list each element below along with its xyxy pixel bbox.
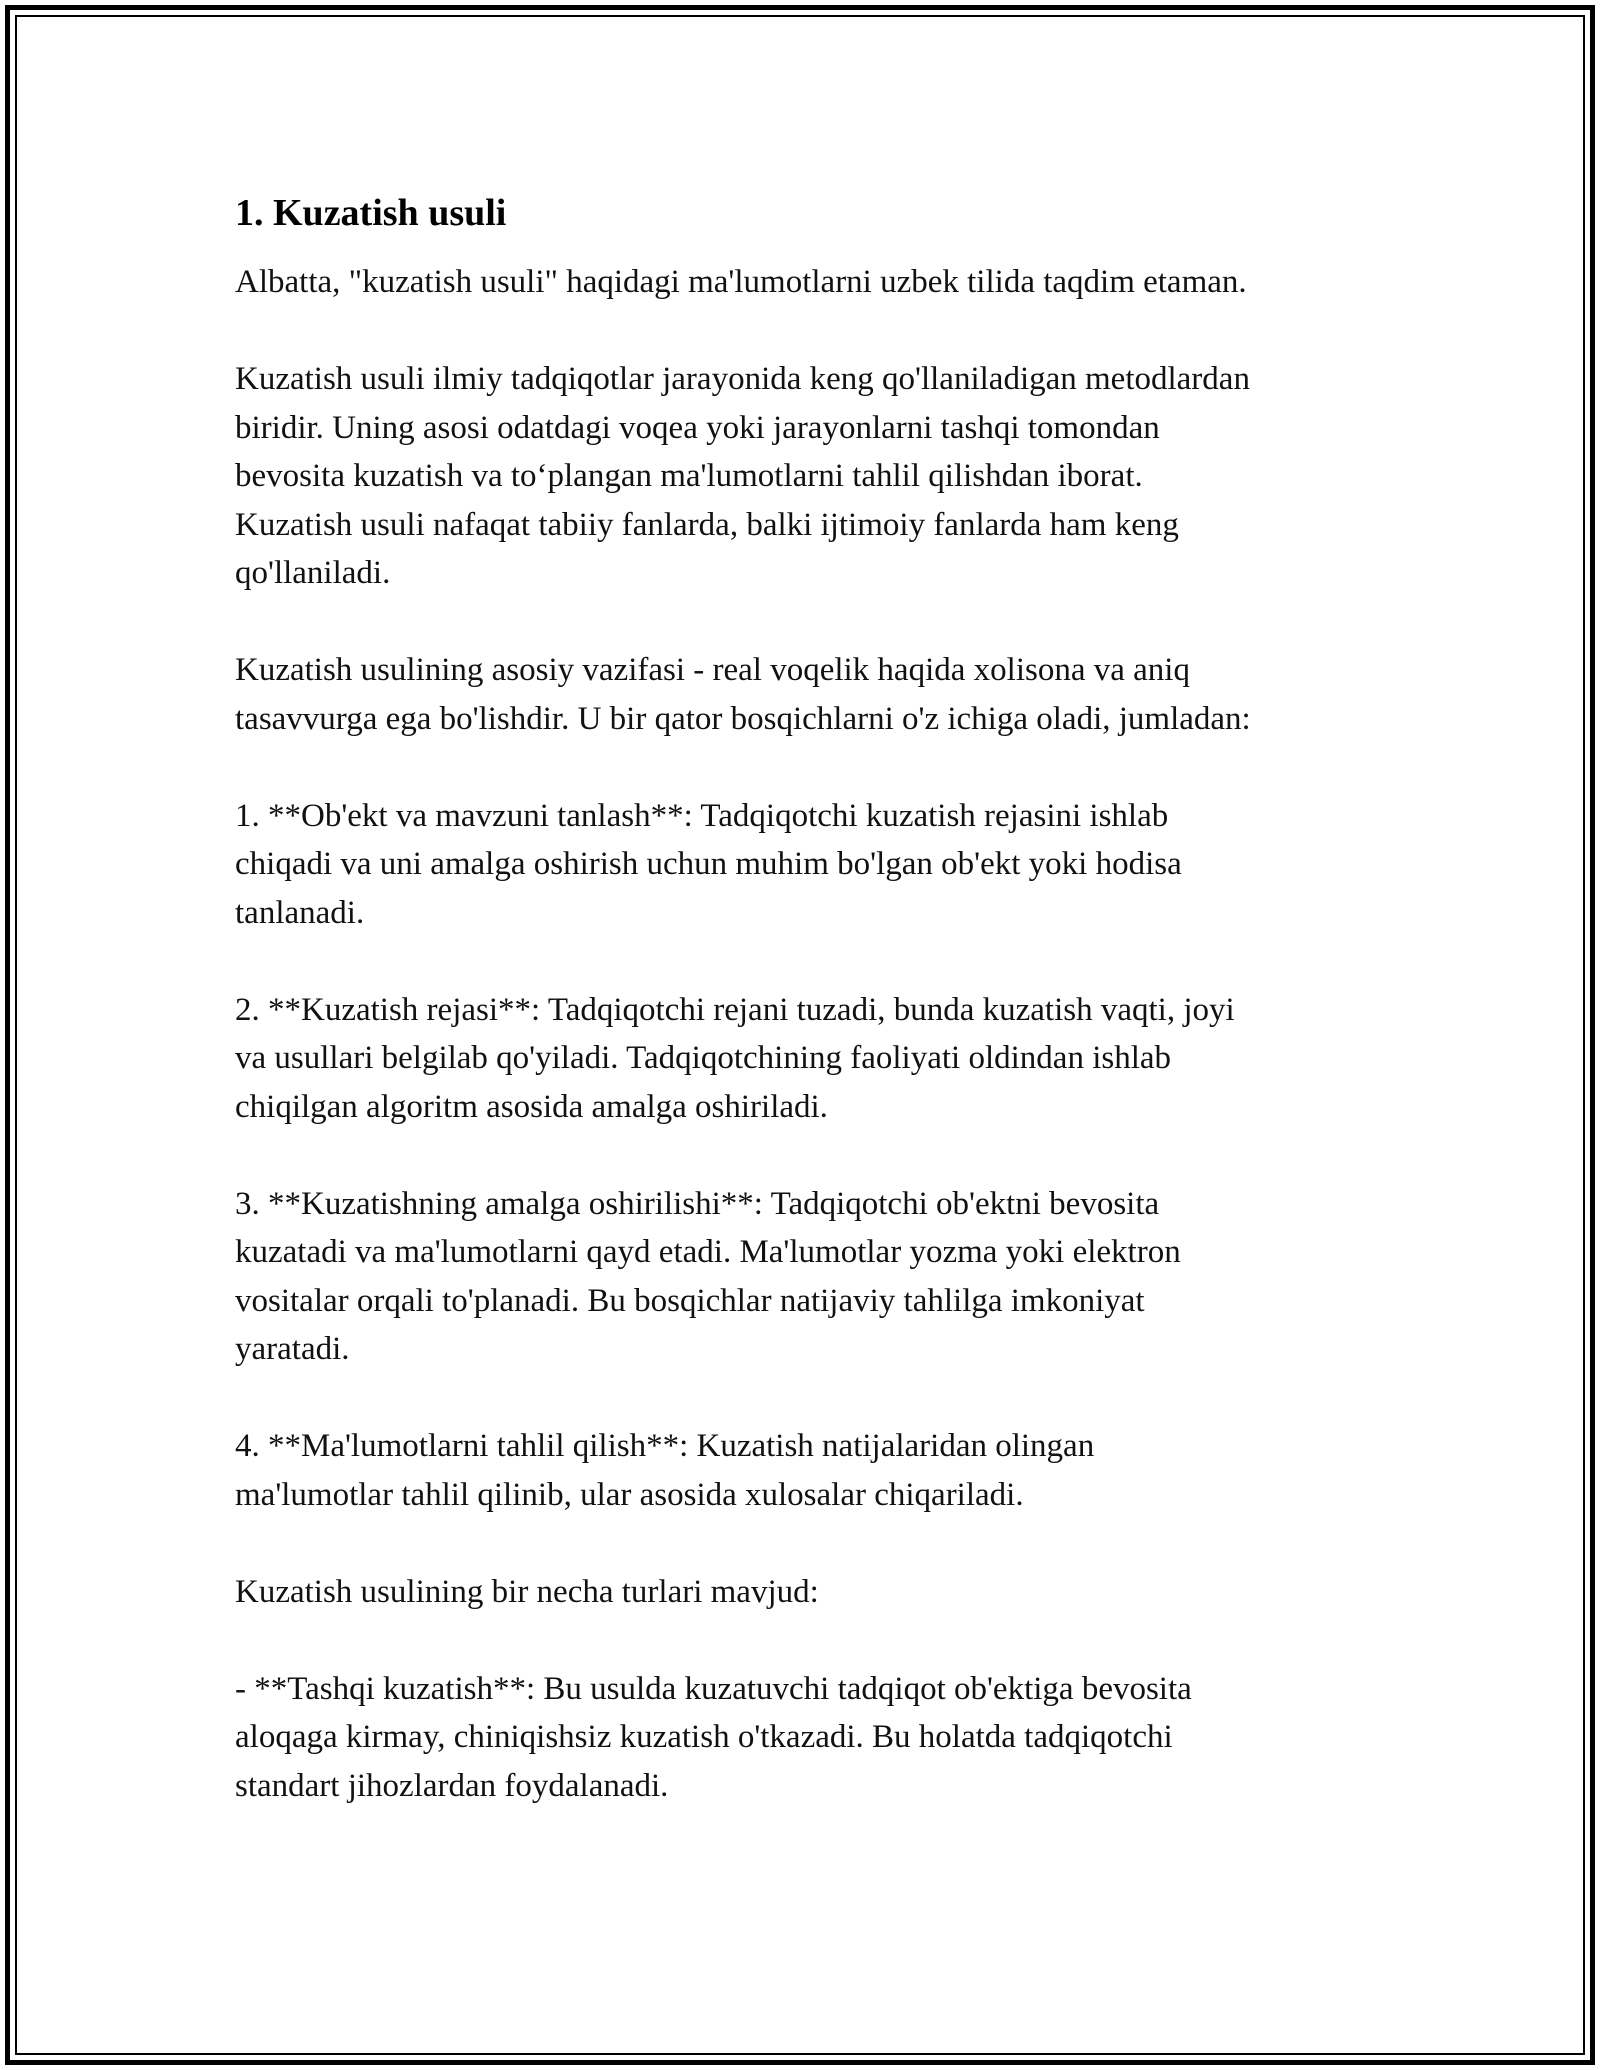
- main-task-paragraph: Kuzatish usulining asosiy vazifasi - real voqelik haqida xolisona va aniq tasavvurga ega bo'lishdir. U bir qator bosqichlarni o'z ichiga oladi, jumladan:: [235, 652, 1251, 737]
- paragraph-spacer: [235, 1616, 1375, 1665]
- step-3-paragraph: 3. **Kuzatishning amalga oshirilishi**: Tadqiqotchi ob'ektni bevosita kuzatadi va ma'lumotlarni qayd etadi. Ma'lumotlar yozma yoki elektron vositalar orqali to'planadi. Bu bosqichlar natijaviy tahlilga imkoniyat yaratadi.: [235, 1185, 1181, 1367]
- document-body: [235, 188, 1375, 1810]
- types-intro-paragraph: Kuzatish usulining bir necha turlari mavjud:: [235, 1573, 819, 1610]
- intro-paragraph: Albatta, "kuzatish usuli" haqidagi ma'lumotlarni uzbek tilida taqdim etaman.: [235, 264, 1247, 300]
- paragraph-spacer: [235, 307, 1375, 356]
- method-description-paragraph: Kuzatish usuli ilmiy tadqiqotlar jarayonida keng qo'llaniladigan metodlardan biridir. Uning asosi odatdagi voqea yoki jarayonlarni tashqi tomondan bevosita kuzatish va to‘plangan ma'lumotlarni tahlil qilishdan iborat. Kuzatish usuli nafaqat tabiiy fanlarda, balki ijtimoiy fanlarda ham keng qo'llaniladi.: [235, 361, 1250, 591]
- paragraph-spacer: [235, 937, 1375, 986]
- external-observation-paragraph: - **Tashqi kuzatish**: Bu usulda kuzatuvchi tadqiqot ob'ektiga bevosita aloqaga kirmay, chiniqishsiz kuzatish o'tkazadi. Bu holatda tadqiqotchi standart jihozlardan foydalanadi.: [235, 1670, 1192, 1804]
- step-1-paragraph: 1. **Ob'ekt va mavzuni tanlash**: Tadqiqotchi kuzatish rejasini ishlab chiqadi va uni amalga oshirish uchun muhim bo'lgan ob'ekt yoki hodisa tanlanadi.: [235, 797, 1182, 931]
- paragraph-spacer: [235, 743, 1375, 792]
- step-2-paragraph: 2. **Kuzatish rejasi**: Tadqiqotchi rejani tuzadi, bunda kuzatish vaqti, joyi va usullari belgilab qo'yiladi. Tadqiqotchining faoliyati oldindan ishlab chiqilgan algoritm asosida amalga oshiriladi.: [235, 991, 1235, 1125]
- paragraph-spacer: [235, 598, 1375, 647]
- step-4-paragraph: 4. **Ma'lumotlarni tahlil qilish**: Kuzatish natijalaridan olingan ma'lumotlar tahlil qilinib, ular asosida xulosalar chiqariladi.: [235, 1428, 1095, 1513]
- section-heading: 1. Kuzatish usuli: [235, 192, 507, 234]
- paragraph-spacer: [235, 1519, 1375, 1568]
- paragraph-spacer: [235, 1374, 1375, 1423]
- paragraph-spacer: [235, 1131, 1375, 1180]
